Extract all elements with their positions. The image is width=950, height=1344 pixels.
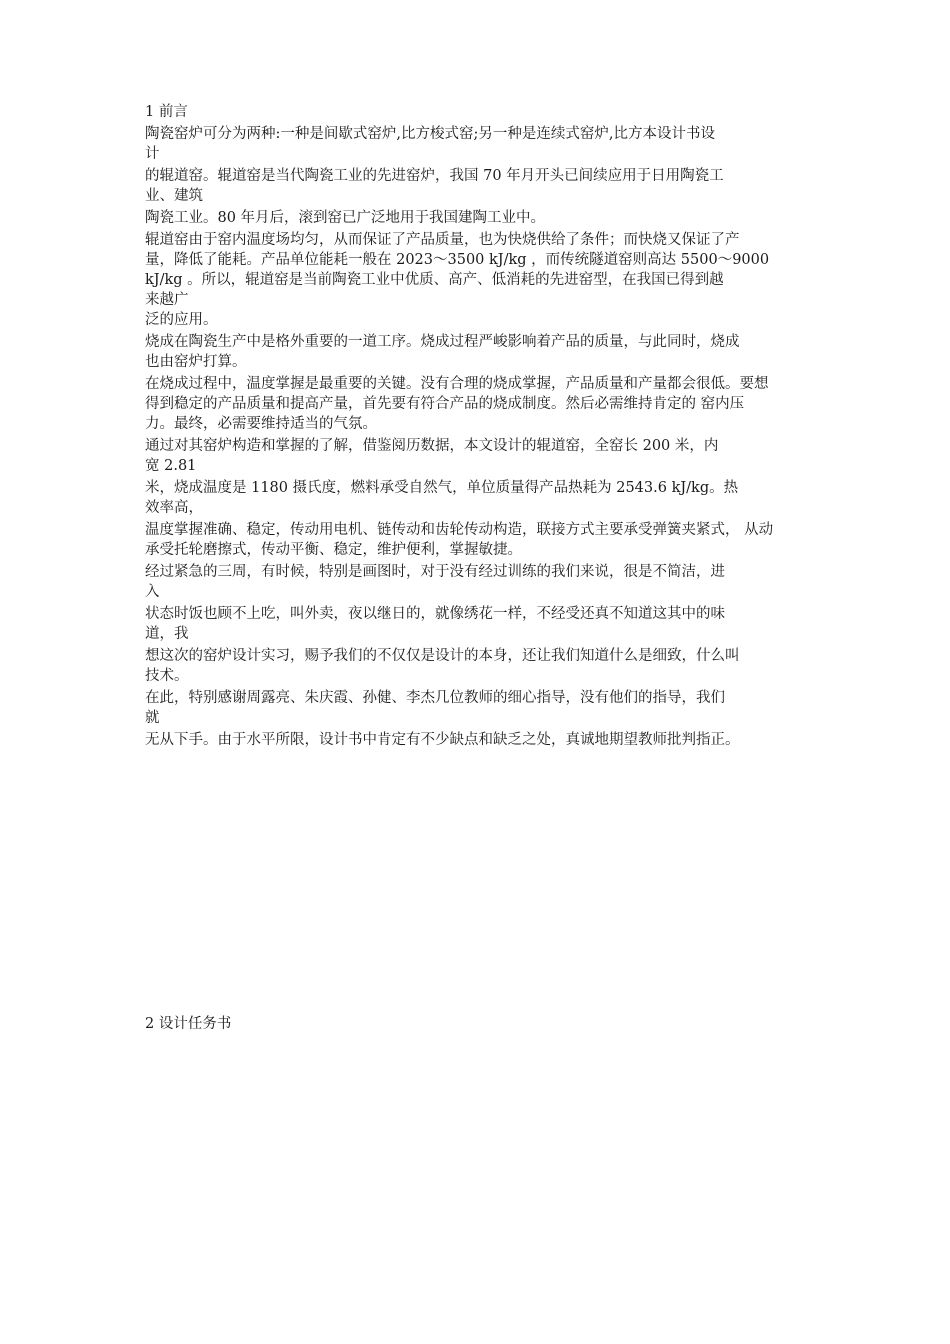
body-line: 辊道窑由于窑内温度场均匀，从而保证了产品质量，也为快烧供给了条件；而快烧又保证了产 [145,232,740,248]
body-line: 得到稳定的产品质量和提高产量，首先要有符合产品的烧成制度。然后必需维持肯定的 窑内压 [145,396,745,412]
body-line: 技术。 [145,668,189,684]
section-2-heading: 2 设计任务书 [145,1016,232,1032]
body-line: 力。最终，必需要维持适当的气氛。 [145,416,377,432]
body-line: 计 [145,146,160,162]
body-line: kJ/kg 。所以，辊道窑是当前陶瓷工业中优质、高产、低消耗的先进窑型，在我国已得到越 [145,272,724,288]
body-line: 道，我 [145,626,189,642]
section-1-body [145,124,815,750]
body-line: 米，烧成温度是 1180 摄氏度，燃料承受自然气，单位质量得产品热耗为 2543.6 kJ/kg。热 [145,480,739,496]
body-line: 温度掌握准确、稳定，传动用电机、链传动和齿轮传动构造，联接方式主要承受弹簧夹紧式， 从动 [145,522,774,538]
body-line: 来越广 [145,292,189,308]
body-line: 业、建筑 [145,188,203,204]
body-line: 通过对其窑炉构造和掌握的了解，借鉴阅历数据，本文设计的辊道窑，全窑长 200 米，内 [145,438,719,454]
body-line: 烧成在陶瓷生产中是格外重要的一道工序。烧成过程严峻影响着产品的质量，与此同时，烧成 [145,334,740,350]
body-line: 状态时饭也顾不上吃，叫外卖，夜以继日的，就像绣花一样，不经受还真不知道这其中的味 [145,606,725,622]
body-line: 无从下手。由于水平所限，设计书中肯定有不少缺点和缺乏之处，真诚地期望教师批判指正。 [145,732,740,748]
body-line: 的辊道窑。辊道窑是当代陶瓷工业的先进窑炉，我国 70 年月开头已间续应用于日用陶瓷工 [145,168,724,184]
body-line: 想这次的窑炉设计实习，赐予我们的不仅仅是设计的本身，还让我们知道什么是细致，什么叫 [145,648,740,664]
body-line: 承受托轮磨擦式，传动平衡、稳定，维护便利，掌握敏捷。 [145,542,522,558]
body-line: 就 [145,710,160,726]
body-line: 在此，特别感谢周露亮、朱庆霞、孙健、李杰几位教师的细心指导，没有他们的指导，我们 [145,690,725,706]
body-line: 在烧成过程中，温度掌握是最重要的关键。没有合理的烧成掌握，产品质量和产量都会很低。要想 [145,376,769,392]
body-line: 泛的应用。 [145,312,218,328]
body-line: 陶瓷工业。80 年月后，滚到窑已广泛地用于我国建陶工业中。 [145,210,546,226]
body-line: 宽 2.81 [145,458,197,474]
section-1-heading: 1 前言 [145,104,188,120]
body-line: 也由窑炉打算。 [145,354,247,370]
body-line: 陶瓷窑炉可分为两种:一种是间歇式窑炉,比方梭式窑;另一种是连续式窑炉,比方本设计书设 [145,126,715,142]
body-line: 入 [145,584,160,600]
body-line: 经过紧急的三周，有时候，特别是画图时，对于没有经过训练的我们来说，很是不简洁，进 [145,564,725,580]
body-line: 量，降低了能耗。产品单位能耗一般在 2023～3500 kJ/kg ，而传统隧道窑则高达 5500～9000 [145,252,770,268]
body-line: 效率高， [145,500,203,516]
